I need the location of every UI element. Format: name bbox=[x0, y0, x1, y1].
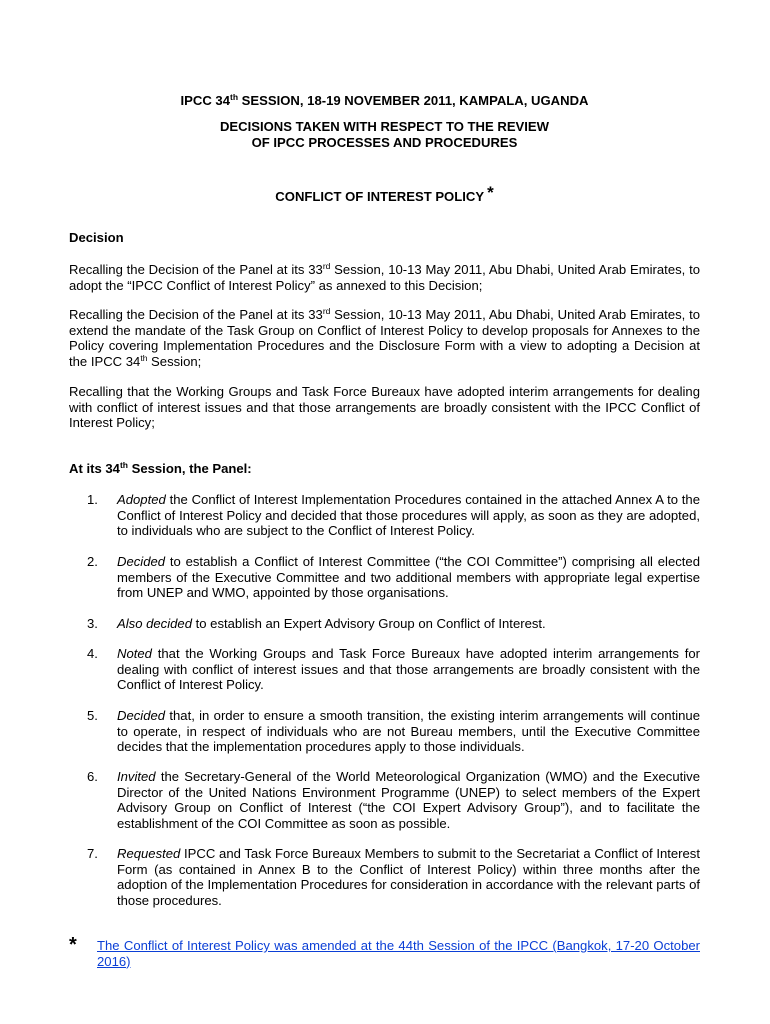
recital-1-sup: rd bbox=[322, 261, 331, 271]
footnote-amendment-link[interactable]: The Conflict of Interest Policy was amended at the 44th Session of the IPCC (Bangkok, 17-20 October 2016) bbox=[97, 938, 700, 969]
item-verb: Also decided bbox=[117, 616, 192, 631]
panel-heading-sup: th bbox=[119, 460, 128, 470]
recital-1 bbox=[69, 262, 700, 293]
recital-2-sup2: th bbox=[140, 352, 148, 363]
item-verb: Decided bbox=[117, 708, 166, 723]
item-body: the Conflict of Interest Implementation Procedures contained in the attached Annex A to the Conflict of Interest Policy and decided that those procedures will apply, as soon as they are adopted, to individuals who are subject to the Conflict of Interest Policy. bbox=[117, 492, 700, 539]
recital-1-rest: Session, 10-13 May 2011, Abu Dhabi, United Arab Emirates, to adopt the “IPCC Conflict of Interest Policy” as annexed to this Decision; bbox=[69, 262, 700, 293]
item-body: the Secretary-General of the World Meteorological Organization (WMO) and the Executive Director of the United Nations Environment Programme (UNEP) to select members of the Expert Advisory Group on Conflict of Interest (“the COI Expert Advisory Group”), and to facilitate the establishment of the COI Committee as soon as possible. bbox=[117, 769, 700, 831]
item-text bbox=[117, 616, 700, 632]
item-text bbox=[117, 708, 700, 755]
session-heading-rest: SESSION, 18-19 NOVEMBER 2011, KAMPALA, UGANDA bbox=[238, 93, 589, 108]
recital-2-text: Recalling the Decision of the Panel at its 33 bbox=[69, 307, 323, 322]
item-number: 6. bbox=[87, 769, 98, 784]
item-number: 7. bbox=[87, 846, 98, 861]
recital-2-rest: Session; bbox=[147, 353, 202, 369]
session-heading bbox=[69, 93, 700, 108]
item-verb: Invited bbox=[117, 769, 156, 784]
item-verb: Requested bbox=[117, 846, 181, 861]
item-body: that, in order to ensure a smooth transition, the existing interim arrangements will continue to operate, in respect of individuals who are not Bureau members, until the Executive Committee decides that the implementation procedures apply to those individuals. bbox=[117, 708, 700, 755]
item-text bbox=[117, 846, 700, 908]
item-number: 4. bbox=[87, 646, 98, 661]
footnote-star: * bbox=[69, 934, 77, 956]
item-number: 3. bbox=[87, 616, 98, 631]
decisions-heading-line1: DECISIONS TAKEN WITH RESPECT TO THE REVIEW bbox=[219, 119, 550, 134]
item-body: IPCC and Task Force Bureaux Members to submit to the Secretariat a Conflict of Interest Form (as contained in Annex B to the Conflict of Interest Policy) within three months after the adoption of the Implementation Procedures for consideration in accordance with the relevant parts of those procedures. bbox=[117, 846, 700, 908]
item-verb: Adopted bbox=[117, 492, 166, 507]
item-text bbox=[117, 646, 700, 693]
item-body: to establish a Conflict of Interest Committee (“the COI Committee”) comprising all elected members of the Executive Committee and two additional members with appropriate legal expertise from UNEP and WMO, appointed by those organisations. bbox=[117, 554, 700, 601]
item-number: 5. bbox=[87, 708, 98, 723]
item-verb: Decided bbox=[117, 554, 166, 569]
item-verb: Noted bbox=[117, 646, 152, 661]
recital-2-sup1: rd bbox=[322, 306, 331, 316]
item-body: that the Working Groups and Task Force Bureaux have adopted interim arrangements for dealing with conflict of interest issues and that those arrangements are broadly consistent with the Conflict of Interest Policy. bbox=[117, 646, 700, 693]
item-number: 1. bbox=[87, 492, 98, 507]
item-text bbox=[117, 554, 700, 601]
recital-3: Recalling that the Working Groups and Task Force Bureaux have adopted interim arrangements for dealing with conflict of interest issues and that those arrangements are broadly consistent with the IPCC Conflict of Interest Policy; bbox=[69, 384, 700, 431]
item-number: 2. bbox=[87, 554, 98, 569]
policy-title-text: CONFLICT OF INTEREST POLICY bbox=[275, 189, 485, 204]
item-text bbox=[117, 492, 700, 539]
session-ordinal-sup: th bbox=[230, 92, 239, 102]
panel-heading bbox=[69, 461, 700, 476]
panel-heading-text: At its 34 bbox=[69, 461, 120, 476]
session-heading-text: IPCC 34 bbox=[180, 93, 230, 108]
decision-heading: Decision bbox=[69, 230, 124, 245]
decisions-heading bbox=[69, 119, 700, 150]
policy-title bbox=[69, 183, 700, 204]
recital-1-text: Recalling the Decision of the Panel at its 33 bbox=[69, 262, 323, 277]
recital-2-mid: Session, 10-13 May 2011, Abu Dhabi, United Arab Emirates, to extend the mandate of the Task Group on Conflict of Interest Policy to develop proposals for Annexes to the Policy covering Implementation Procedures and the Disclosure Form with a view to adopting a Decision at the IPCC 34 bbox=[69, 307, 700, 369]
item-body: to establish an Expert Advisory Group on Conflict of Interest. bbox=[191, 616, 546, 631]
footnote-marker: * bbox=[487, 183, 494, 202]
recital-2 bbox=[69, 307, 700, 369]
panel-heading-rest: Session, the Panel: bbox=[127, 461, 252, 476]
decisions-heading-line2: OF IPCC PROCESSES AND PROCEDURES bbox=[251, 134, 518, 150]
item-text bbox=[117, 769, 700, 831]
